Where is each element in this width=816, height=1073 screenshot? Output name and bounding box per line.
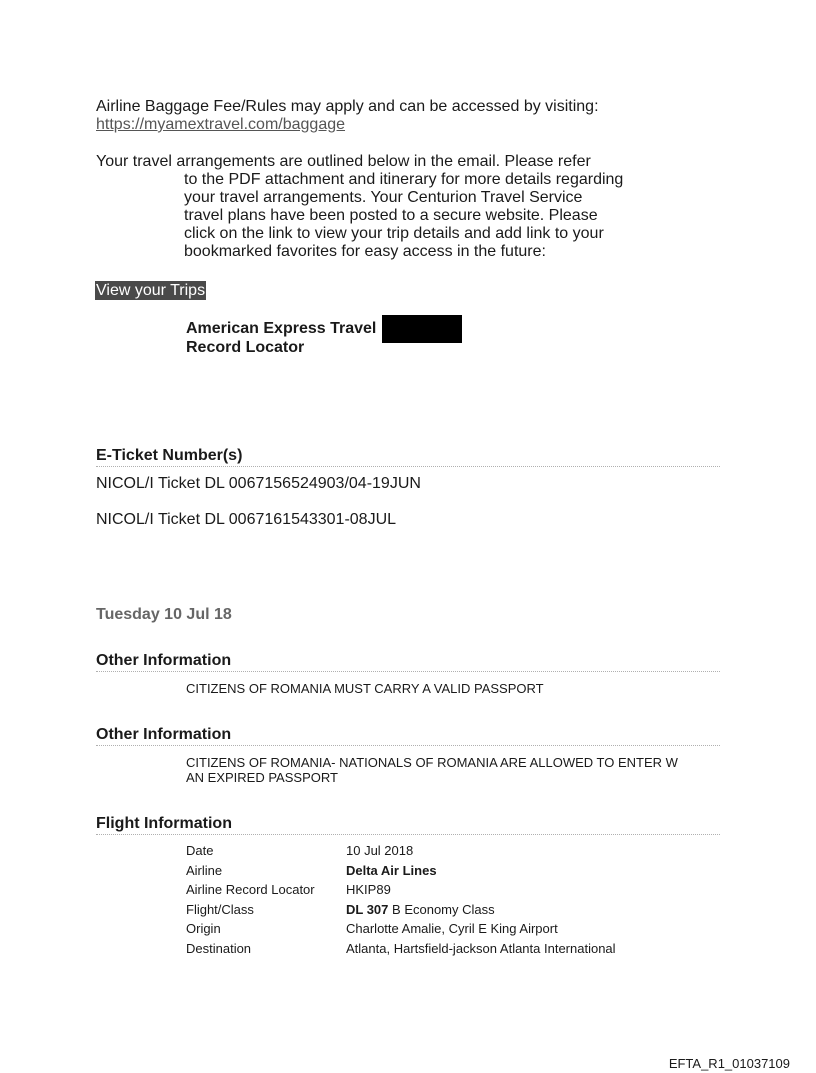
eticket-heading: E-Ticket Number(s) [96, 446, 720, 467]
flight-row-airline [186, 861, 616, 881]
flight-label: Origin [186, 921, 221, 937]
other-info-heading: Other Information [96, 651, 720, 672]
record-locator-line2: Record Locator [186, 339, 305, 356]
view-trips-button[interactable]: View your Trips [96, 282, 206, 299]
record-locator-label [186, 319, 376, 357]
record-locator-line1: American Express Travel [186, 320, 377, 337]
baggage-link[interactable]: https://myamextravel.com/baggage [96, 116, 346, 133]
flight-label: Airline [186, 862, 223, 878]
other-info-line: AN EXPIRED PASSPORT [186, 770, 338, 785]
flight-number: DL 307 [346, 901, 389, 917]
flight-value: Delta Air Lines [346, 862, 437, 878]
intro-line: travel plans have been posted to a secure website. Please [184, 207, 598, 224]
flight-value [346, 900, 616, 920]
flight-info-heading: Flight Information [96, 814, 720, 835]
document-id: EFTA_R1_01037109 [668, 1056, 790, 1071]
other-info-heading: Other Information [96, 725, 720, 746]
flight-row-class [186, 900, 616, 920]
intro-line: click on the link to view your trip details and add link to your [184, 225, 604, 242]
flight-label: Flight/Class [186, 901, 254, 917]
flight-value: Atlanta, Hartsfield-jackson Atlanta International [346, 940, 616, 956]
ticket-row: NICOL/I Ticket DL 0067156524903/04-19JUN [96, 475, 421, 492]
intro-line: your travel arrangements. Your Centurion Travel Service [184, 189, 583, 206]
flight-label: Airline Record Locator [186, 882, 315, 898]
intro-paragraph [96, 153, 623, 261]
other-info-text [186, 755, 678, 785]
flight-info-table [186, 841, 616, 958]
flight-class: B Economy Class [392, 901, 495, 917]
flight-row-date [186, 841, 616, 861]
intro-line: bookmarked favorites for easy access in the future: [184, 243, 546, 260]
flight-row-locator [186, 880, 616, 900]
baggage-notice [96, 98, 599, 134]
flight-value: 10 Jul 2018 [346, 843, 414, 859]
other-info-line: CITIZENS OF ROMANIA- NATIONALS OF ROMANIA ARE ALLOWED TO ENTER W [186, 755, 678, 770]
intro-first-line: Your travel arrangements are outlined below in the email. Please refer [96, 153, 591, 170]
other-info-text: CITIZENS OF ROMANIA MUST CARRY A VALID PASSPORT [186, 681, 544, 696]
flight-label: Date [186, 843, 214, 859]
flight-value: Charlotte Amalie, Cyril E King Airport [346, 921, 558, 937]
day-heading: Tuesday 10 Jul 18 [96, 606, 232, 623]
intro-line: to the PDF attachment and itinerary for more details regarding [184, 171, 624, 188]
flight-row-origin [186, 919, 616, 939]
flight-row-destination [186, 939, 616, 959]
flight-label: Destination [186, 940, 252, 956]
baggage-text: Airline Baggage Fee/Rules may apply and can be accessed by visiting: [96, 98, 599, 115]
flight-value: HKIP89 [346, 882, 391, 898]
ticket-row: NICOL/I Ticket DL 0067161543301-08JUL [96, 511, 397, 528]
redaction-box [382, 315, 462, 343]
